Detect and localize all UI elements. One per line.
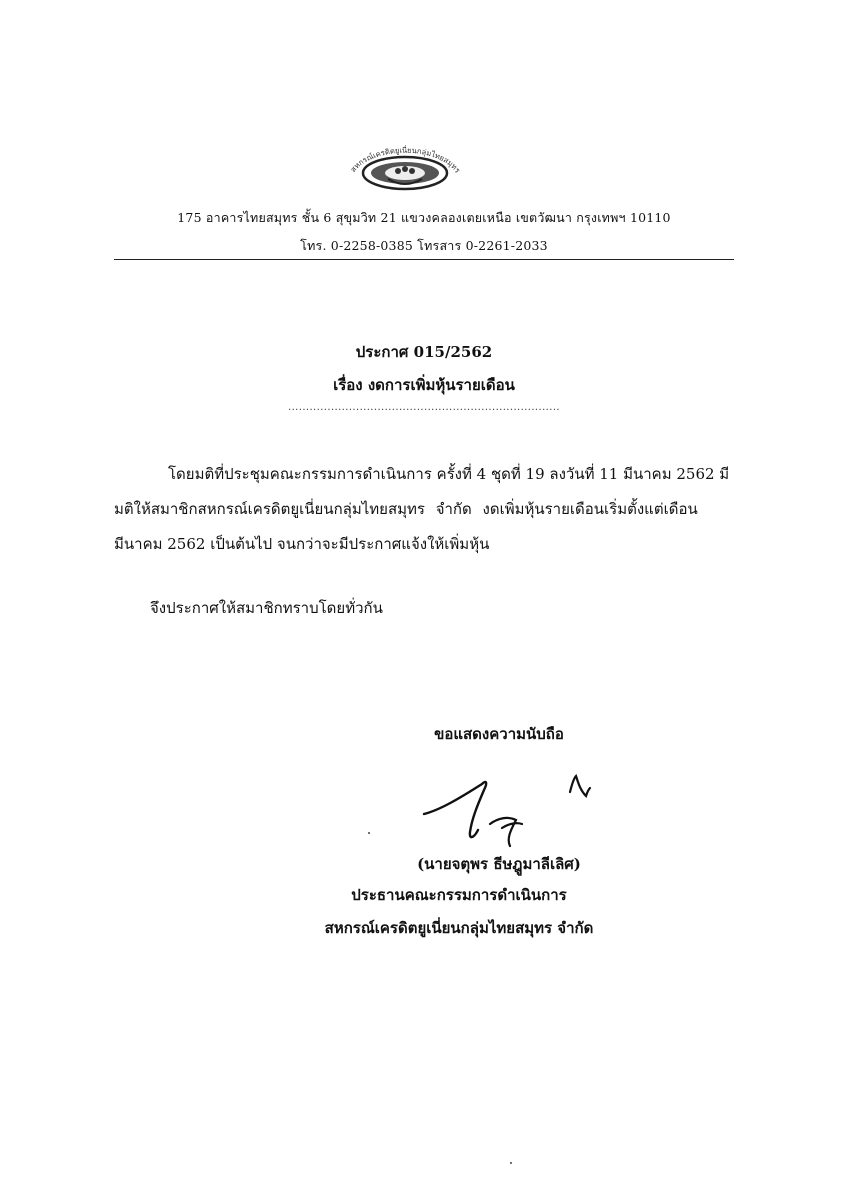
announcement-subject: เรื่อง งดการเพิ่มหุ้นรายเดือน (333, 376, 515, 394)
signatory-name: (นายจตุพร ธีษฎูมาลีเลิศ) (417, 855, 581, 873)
phone-line: โทร. 0-2258-0385 โทรสาร 0-2261-2033 (300, 238, 548, 253)
signatory-position: ประธานคณะกรรมการดำเนินการ (351, 886, 567, 904)
signatory-organization: สหกรณ์เครดิตยูเนี่ยนกลุ่มไทยสมุทร จำกัด (324, 919, 594, 937)
handwritten-signature (420, 768, 600, 858)
stray-mark (510, 1162, 512, 1164)
address-line: 175 อาคารไทยสมุทร ชั้น 6 สุขุมวิท 21 แขวงคลองเตยเหนือ เขตวัฒนา กรุงเทพฯ 10110 (177, 210, 671, 225)
dotted-separator: ............................................................................ (288, 402, 560, 413)
announcement-closing-line: จึงประกาศให้สมาชิกทราบโดยทั่วกัน (150, 599, 383, 617)
body-paragraph-line: มติให้สมาชิกสหกรณ์เครดิตยูเนี่ยนกลุ่มไทยสมุทร จำกัด งดเพิ่มหุ้นรายเดือนเริ่มตั้งแต่เดือน (114, 500, 698, 518)
stray-mark (368, 832, 370, 834)
body-paragraph-line: มีนาคม 2562 เป็นต้นไป จนกว่าจะมีประกาศแจ้งให้เพิ่มหุ้น (114, 535, 490, 553)
cooperative-logo-icon (330, 135, 480, 197)
logo-text: สหกรณ์เครดิตยูเนี่ยนกลุ่มไทยสมุทร (348, 145, 463, 175)
body-paragraph-line: โดยมติที่ประชุมคณะกรรมการดำเนินการ ครั้งที่ 4 ชุดที่ 19 ลงวันที่ 11 มีนาคม 2562 มี (168, 465, 730, 483)
announcement-number: ประกาศ 015/2562 (355, 343, 493, 361)
closing-salutation: ขอแสดงความนับถือ (434, 725, 564, 743)
header-divider (114, 259, 734, 260)
